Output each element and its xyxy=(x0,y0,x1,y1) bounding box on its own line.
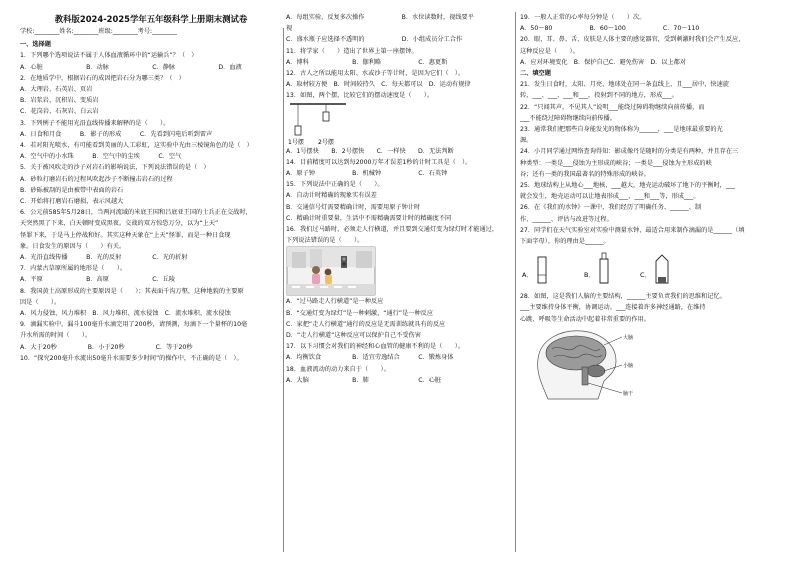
column-left xyxy=(20,12,282,364)
text-line: 下面字母），你的理由是______。 xyxy=(520,238,610,246)
text-line: 5．关于被风吹走的沙子对岩石的影响说法，下列说法错误的是（ ） xyxy=(20,164,210,172)
text-line: 就会发生，地壳运动可以让地表形成___、___和___等，形成___。 xyxy=(520,193,700,201)
text-line: 二、填空题 xyxy=(520,70,551,78)
text-line: 7．内蒙古草原所属的地形是（ ）。 xyxy=(20,265,127,273)
text-line: A．砂粒打磨岩石的过程风吹起沙子不断撞击岩石的过程 xyxy=(20,175,173,183)
text-line: 17．以下习惯会对我们的神经和心血管的健康不利的是（ ）。 xyxy=(286,343,465,351)
text-line: B．“交通灯变为绿灯”是一种刺激，“通行”是一种反应 xyxy=(286,309,434,317)
text-line: 24．小月同学通过网络查询得知：影成像丹是随时的分类是有两种，并且存在三 xyxy=(520,148,739,156)
text-line: 天突然黑了下来，白天顿时变成黑夜。交战的双方惊恐万分，以为“上天” xyxy=(20,220,219,228)
text-line: 下列说法错误的是（ ）。 xyxy=(286,237,364,245)
text-line: A．原子钟 B．机械钟 C．石英钟 xyxy=(286,170,448,178)
text-line: 6．公元前585年5月28日，当两河流域的米底王国和吕底亚王国的士兵正在交战时， xyxy=(20,209,252,217)
pendulum-2-label: 2号摆 xyxy=(318,138,334,146)
brain-diagram xyxy=(520,325,782,405)
exam-title: 教科版2024-2025学年五年级科学上册期末测试卷 xyxy=(54,14,248,24)
text-line: 象。日食发生的原因与（ ）有关。 xyxy=(20,242,126,250)
text-line: 心跳、呼吸等生命活动中起着非常重要的作用。 xyxy=(520,315,650,323)
column-separator xyxy=(515,12,516,552)
text-line: 13．如图，两个摆，比较它们的摆动速度是（ ）。 xyxy=(286,92,434,100)
text-line: 9．滴漏实验中，漏斗100毫升水滴完用了200秒，请预测，每滴下一个量杯的10毫 xyxy=(20,321,248,329)
text-line: 作、______、评估与改进等过程。 xyxy=(520,215,613,223)
column-right xyxy=(520,12,782,405)
text-line: 因是（ ）。 xyxy=(20,298,61,306)
text-line: 28．如图，这是我们人脑的主要结构，______主要负责我们的思维和记忆。 xyxy=(520,293,726,301)
text-line: 23．通常我们把那些自身能发光的物体称为______，___是地球最重要的光 xyxy=(520,126,723,134)
brain-label-cerebrum: 大脑 xyxy=(623,334,634,341)
text-line: ___主要维持身体平衡，协调运动。___连接着许多神经通路，在维持 xyxy=(520,304,706,312)
brain-label-cerebellum: 小脑 xyxy=(623,362,634,369)
text-line: A．每组实验，反复多次操作 B．水位读数时，视线要平 xyxy=(286,14,474,21)
text-line: ___不能绕过障碍物继续向前传播。 xyxy=(520,114,616,122)
text-line: 11．将学家（ ）造出了世界上第一座摆钟。 xyxy=(286,47,418,55)
text-line: A．日食和月食 B．影子的形成 C．先看到闪电后听到雷声 xyxy=(20,130,213,138)
text-line: 25．地球结构上从地心___地核，___越大，地壳运动破坏了地下的平衡时，___ xyxy=(520,182,736,190)
brain-label-brainstem: 脑干 xyxy=(623,390,634,397)
text-line: B．砂砾被刮的是由被带中表面的岩石 xyxy=(20,186,124,194)
text-line: A．“过马路走人行横道”是一种反应 xyxy=(286,298,384,306)
text-line: B．交通信号灯需要精确计时，需要用原子钟计时 xyxy=(286,203,421,211)
text-line: 20．眼、耳、鼻、舌、皮肤是人体主要的感觉器官，受到刺激时我们会产生反应， xyxy=(520,36,745,44)
crosswalk-illustration xyxy=(286,246,512,296)
text-line: 怪罪下来，于是马上停战和好。其实这种天象在“上天”怪罪，而是一种日食现 xyxy=(20,231,231,239)
text-line: 15．下列说法中正确的是（ ）。 xyxy=(286,181,384,189)
column-separator xyxy=(283,28,284,552)
text-line: A．平原 B．高原 C．丘陵 xyxy=(20,276,176,284)
text-line: 26．在《我们的水钟》一课中，我们经历了明确任务、______、制 xyxy=(520,204,702,212)
text-line: 这种反应是（ ）。 xyxy=(520,47,579,55)
text-line: 升水所需的时间（ ）。 xyxy=(20,332,92,340)
text-line: A．均衡饮食 B．适宜劳逸结合 C．锻炼身体 xyxy=(286,354,454,362)
text-line: 18．血液流动的动力来自于（ ）。 xyxy=(286,365,390,373)
text-line: 12．古人之所以能用太阳、水或沙子等计时，是因为它们（ ）。 xyxy=(286,70,465,78)
text-line: A．大理岩、石英岩、页岩 xyxy=(20,86,93,94)
text-line: 19．一般人正常的心率每分钟是（ ）次。 xyxy=(520,14,646,21)
text-line: A．博科 B．伽利略 C．惠更斯 xyxy=(286,58,448,66)
text-line: B．岩浆岩、沉积岩、变质岩 xyxy=(20,97,99,105)
text-line: A．应对环境变化 B．保护自己C．避免伤害 D．以上都对 xyxy=(520,58,687,66)
text-line: 3．下列例子不能用光沿直线传播来解释的是（ ）。 xyxy=(20,119,170,127)
text-line: 14．目前精度可以达到每2000万年才误差1秒的计时工具是（ ）。 xyxy=(286,158,472,166)
text-line: A．空气中的小水珠 B．空气中的尘埃 C．空气 xyxy=(20,153,182,161)
text-line: A．取材较方便 B．时间较持久 C．每天都可以 D．运动有规律 xyxy=(286,81,471,89)
student-info-line: 学校:________姓名:________班级:________考号:________ xyxy=(20,28,177,35)
text-line: 8．我国黄土高原形成的主要原因是（ ）；其表面千沟万壑，这种地貌的主要原 xyxy=(20,287,244,295)
text-line: 视 xyxy=(286,25,293,33)
pendulum-1-label: 1号摆 xyxy=(288,138,304,146)
text-line: D．“走人行横道”这种反应可以保护自己不受伤害 xyxy=(286,332,421,340)
text-line: 21．发生日食时，太阳、月亮、地球处在同一条直线上，且___居中，快速旋 xyxy=(520,81,729,89)
text-line: A．大脑 B．肺 C．心脏 xyxy=(286,376,442,384)
text-line: 谷；还有一类的我国最著名的特殊形成的峡谷。 xyxy=(520,170,650,178)
bottle-options-figure xyxy=(520,247,782,291)
text-line: 种类型：一类是___侵蚀为主形成的峡谷；一类是___侵蚀为主形成的峡 xyxy=(520,159,712,167)
option-b-label: B． xyxy=(584,271,595,280)
text-line: A．风力侵蚀、风力堆积 B．风力堆积、流水侵蚀 C．流水堆积、流水侵蚀 xyxy=(20,310,231,318)
text-line: 2．在地质学中，根据岩石的成因把岩石分为哪三类？（ ） xyxy=(20,74,185,82)
text-line: 源。 xyxy=(520,137,533,145)
pendulum-figure xyxy=(286,102,512,146)
text-line: 一、选择题 xyxy=(20,41,51,49)
text-line: C．家把“走人行横道”通行的反应是无需训练就具有的反应 xyxy=(286,320,446,328)
option-c-label: C． xyxy=(640,271,651,280)
text-line: 16．我们过马路时，必须走人行横道，并且要到交通灯变为绿灯时才能通过， xyxy=(286,226,499,234)
text-line: 10．“探究200毫升水流出50毫升水需要多少时间”的操作中，不正确的是（ ）。 xyxy=(20,354,243,362)
text-line: C．精确计时重要量，生活中不需精确需要计时的精确度不同 xyxy=(286,214,452,222)
text-line: A．50～80 B．60～100 C．70～110 xyxy=(520,25,700,33)
text-line: 27．同学们在天气实验室对实验中测量水钟，最适合用来制作滴漏的是______（填 xyxy=(520,226,745,234)
text-line: 4．若对阳光喷水，有可能看到美丽的人工彩虹，这实验中光由三棱镜角色的是（ ） xyxy=(20,142,253,150)
text-line: C．盛水瓶子应选择不透明的 D．小组成员分工合作 xyxy=(286,36,463,44)
text-line: C．开始将打磨岩石磨损，表示风越大 xyxy=(20,198,124,206)
text-line: C．花岗岩、石灰岩、白云岩 xyxy=(20,108,99,116)
text-line: A．心脏 B．动脉 C．静脉 D．血液 xyxy=(20,63,242,71)
text-line: A．自动计时精确的现象实有误差 xyxy=(286,192,377,200)
text-line: A．光沿直线传播 B．光的反射 C．光的折射 xyxy=(20,254,188,262)
text-line: A．1号摆快 B．2号摆快 C．一样快 D．无法判断 xyxy=(286,147,454,155)
text-line: 1．下列哪个选项说法不属于人体血液循环中的“运输兵”？（ ） xyxy=(20,52,198,60)
text-line: 转，___、___、___和___，投射到不同的地方，形成___。 xyxy=(520,92,678,100)
option-a-label: A． xyxy=(522,271,533,280)
text-line: A．大于20秒 B．小于20秒 C．等于20秒 xyxy=(20,343,193,351)
column-middle xyxy=(286,12,512,386)
text-line: 22．“只闻其声，不见其人”说明___能绕过障碍物继续向前传播，而 xyxy=(520,103,705,111)
